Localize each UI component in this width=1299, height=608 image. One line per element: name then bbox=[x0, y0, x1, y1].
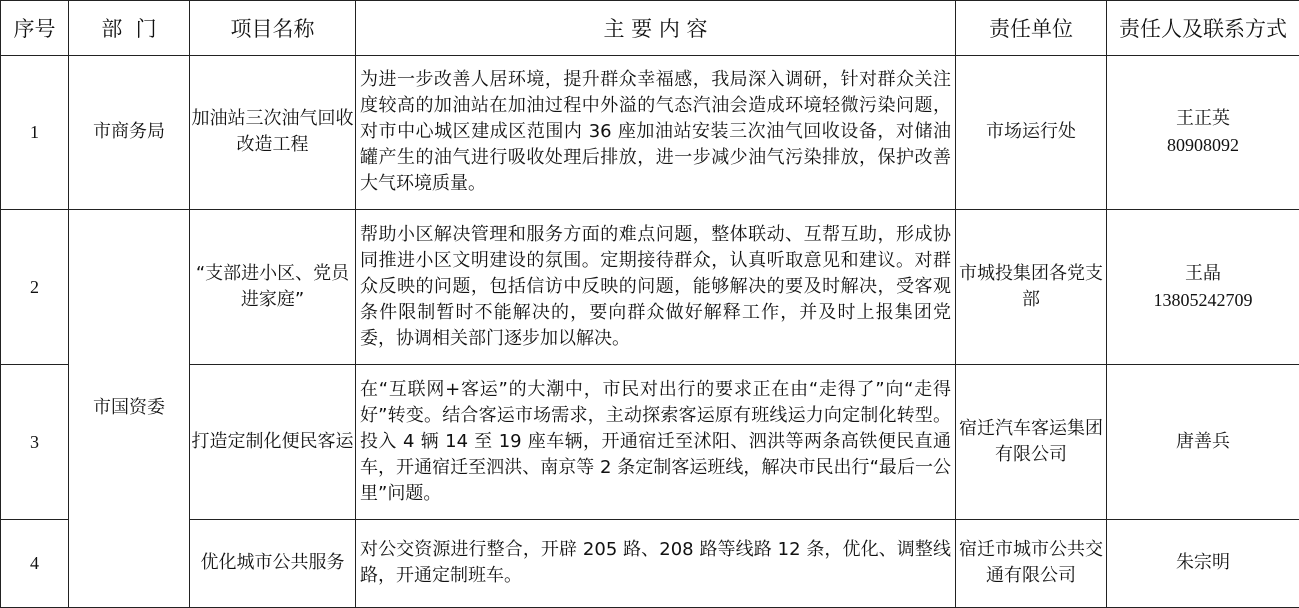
row-no: 3 bbox=[1, 365, 69, 520]
row-department: 市国资委 bbox=[69, 209, 190, 607]
table-row bbox=[1, 209, 1299, 365]
table-row bbox=[1, 519, 1299, 607]
row-unit: 宿迁市城市公共交通有限公司 bbox=[956, 519, 1107, 607]
header-content: 主 要 内 容 bbox=[356, 1, 956, 56]
row-no: 4 bbox=[1, 519, 69, 607]
row-content: 对公交资源进行整合，开辟 205 路、208 路等线路 12 条，优化、调整线路，开通定制班车。 bbox=[356, 519, 956, 607]
row-unit: 市场运行处 bbox=[956, 56, 1107, 210]
row-person: 王正英 bbox=[1176, 108, 1230, 130]
table-row bbox=[1, 365, 1299, 520]
row-no: 2 bbox=[1, 209, 69, 365]
header-contact: 责任人及联系方式 bbox=[1107, 1, 1299, 56]
row-contact bbox=[1107, 56, 1299, 210]
row-unit: 市城投集团各党支部 bbox=[956, 209, 1107, 365]
header-project: 项目名称 bbox=[190, 1, 356, 56]
row-contact bbox=[1107, 519, 1299, 607]
row-no: 1 bbox=[1, 56, 69, 210]
row-phone: 13805242709 bbox=[1153, 289, 1253, 310]
row-content: 为进一步改善人居环境，提升群众幸福感，我局深入调研，针对群众关注度较高的加油站在加油过程中外溢的气态汽油会造成环境轻微污染问题，对市中心城区建成区范围内 36 座加油站安装三次油气回收设备，对储油罐产生的油气进行吸收处理后排放，进一步减少油气污染排放，保护改善大气环境质量。 bbox=[356, 56, 956, 210]
row-person: 朱宗明 bbox=[1176, 552, 1230, 574]
header-unit: 责任单位 bbox=[956, 1, 1107, 56]
row-project: “支部进小区、党员进家庭” bbox=[190, 209, 356, 365]
header-department: 部 门 bbox=[69, 1, 190, 56]
row-project: 优化城市公共服务 bbox=[190, 519, 356, 607]
row-person: 王晶 bbox=[1185, 262, 1221, 284]
row-unit: 宿迁汽车客运集团有限公司 bbox=[956, 365, 1107, 520]
row-project: 加油站三次油气回收改造工程 bbox=[190, 56, 356, 210]
row-contact bbox=[1107, 365, 1299, 520]
row-content: 在“互联网+客运”的大潮中，市民对出行的要求正在由“走得了”向“走得好”转变。结合客运市场需求，主动探索客运原有班线运力向定制化转型。投入 4 辆 14 至 19 座车辆，开通宿迁至沭阳、泗洪等两条高铁便民直通车，开通宿迁至泗洪、南京等 2 条定制客运班线，解决市民出行“最后一公里”问题。 bbox=[356, 365, 956, 520]
row-project: 打造定制化便民客运 bbox=[190, 365, 356, 520]
table-header-row bbox=[1, 1, 1299, 56]
row-person: 唐善兵 bbox=[1176, 430, 1230, 452]
table-row bbox=[1, 56, 1299, 210]
row-phone: 80908092 bbox=[1167, 135, 1239, 156]
row-content: 帮助小区解决管理和服务方面的难点问题，整体联动、互帮互助，形成协同推进小区文明建设的氛围。定期接待群众，认真听取意见和建议。对群众反映的问题，包括信访中反映的问题，能够解决的要及时解决，受客观条件限制暂时不能解决的，要向群众做好解释工作，并及时上报集团党委，协调相关部门逐步加以解决。 bbox=[356, 209, 956, 365]
header-no: 序号 bbox=[1, 1, 69, 56]
row-contact bbox=[1107, 209, 1299, 365]
row-department: 市商务局 bbox=[69, 56, 190, 210]
